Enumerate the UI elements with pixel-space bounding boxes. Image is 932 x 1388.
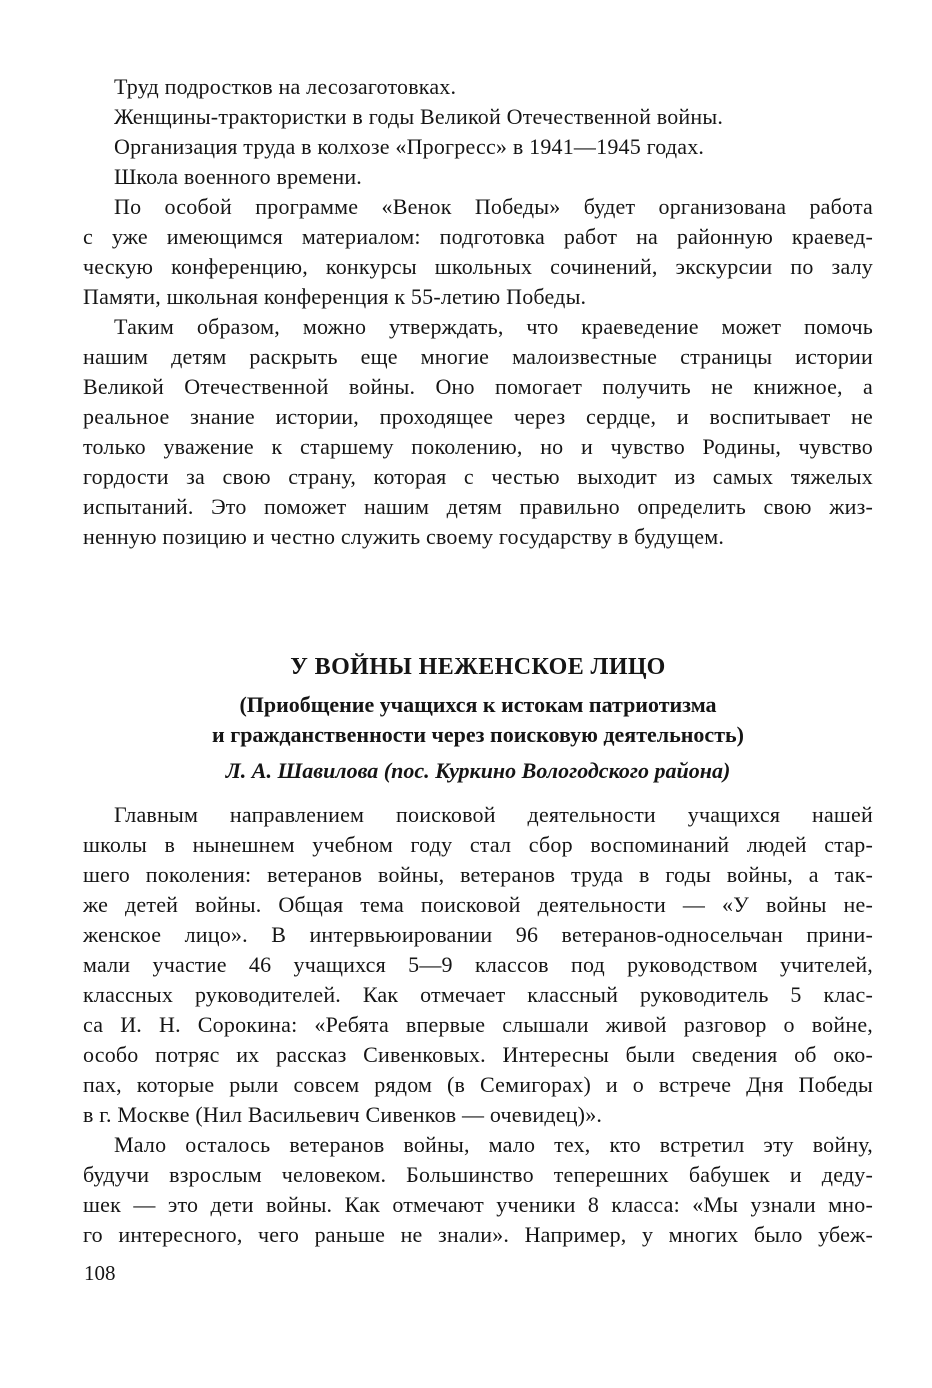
text-line: классных руководителей. Как отмечает классный руководитель 5 клас- [83,982,873,1007]
text-line: Великой Отечественной войны. Оно помогает получить не книжное, а [83,374,873,399]
text-line: школы в нынешнем учебном году стал сбор воспоминаний людей стар- [83,832,873,857]
section-subtitle-line: (Приобщение учащихся к истокам патриотизма [239,692,717,717]
text-block [83,72,873,1250]
text-line: гордости за свою страну, которая с честью выходит из самых тяжелых [83,464,873,489]
text-line: будучи взрослым человеком. Большинство теперешних бабушек и деду- [83,1162,873,1187]
intro-list-item: Школа военного времени. [114,164,362,189]
text-line: По особой программе «Венок Победы» будет организована работа [114,194,873,219]
text-line: Памяти, школьная конференция к 55-летию Победы. [83,284,587,309]
text-line: го интересного, чего раньше не знали». Например, у многих было убеж- [83,1222,873,1247]
text-line: мали участие 46 учащихся 5—9 классов под руководством учителей, [83,952,873,977]
text-line: реальное знание истории, проходящее через сердце, и воспитывает не [83,404,873,429]
text-line: Таким образом, можно утверждать, что краеведение может помочь [114,314,873,339]
section-subtitle [83,690,873,750]
text-line: пах, которые рыли совсем рядом (в Семигорах) и о встрече Дня Победы [83,1072,873,1097]
text-line: ненную позицию и честно служить своему государству в будущем. [83,524,725,549]
text-line: шего поколения: ветеранов войны, ветеранов труда в годы войны, а так- [83,862,873,887]
paragraph-program [83,192,873,312]
intro-list-item: Организация труда в колхозе «Прогресс» в 1941—1945 годах. [114,134,705,159]
paragraph-conclusion [83,312,873,552]
text-line: ческую конференцию, конкурсы школьных сочинений, экскурсии по залу [83,254,873,279]
section-title: У ВОЙНЫ НЕЖЕНСКОЕ ЛИЦО [290,654,666,680]
intro-list-item: Женщины-трактористки в годы Великой Отечественной войны. [114,104,724,129]
text-line: испытаний. Это поможет нашим детям правильно определить свою жиз- [83,494,873,519]
text-line: только уважение к старшему поколению, но и чувство Родины, чувство [83,434,873,459]
text-line: нашим детям раскрыть еще многие малоизвестные страницы истории [83,344,873,369]
intro-list [83,72,873,192]
text-line: Главным направлением поисковой деятельности учащихся нашей [114,802,873,827]
intro-list-item: Труд подростков на лесозаготовках. [114,74,457,99]
text-line: шек — это дети войны. Как отмечают ученики 8 класса: «Мы узнали мно- [83,1192,873,1217]
page-number: 108 [84,1261,116,1285]
text-line: Мало осталось ветеранов войны, мало тех, кто встретил эту войну, [114,1132,873,1157]
text-line: же детей войны. Общая тема поисковой деятельности — «У войны не- [83,892,873,917]
section-author: Л. А. Шавилова (пос. Куркино Вологодского района) [225,758,731,783]
text-line: са И. Н. Сорокина: «Ребята впервые слышали живой разговор о войне, [83,1012,873,1037]
paragraph-main [83,800,873,1130]
text-line: женское лицо». В интервьюировании 96 ветеранов-односельчан прини- [83,922,873,947]
text-line: в г. Москве (Нил Васильевич Сивенков — очевидец)». [83,1102,603,1127]
paragraph-veterans [83,1130,873,1250]
text-line: особо потряс их рассказ Сивенковых. Интересны были сведения об око- [83,1042,873,1067]
text-line: с уже имеющимся материалом: подготовка работ на районную краевед- [83,224,873,249]
section-subtitle-line: и гражданственности через поисковую деятельность) [212,722,744,747]
